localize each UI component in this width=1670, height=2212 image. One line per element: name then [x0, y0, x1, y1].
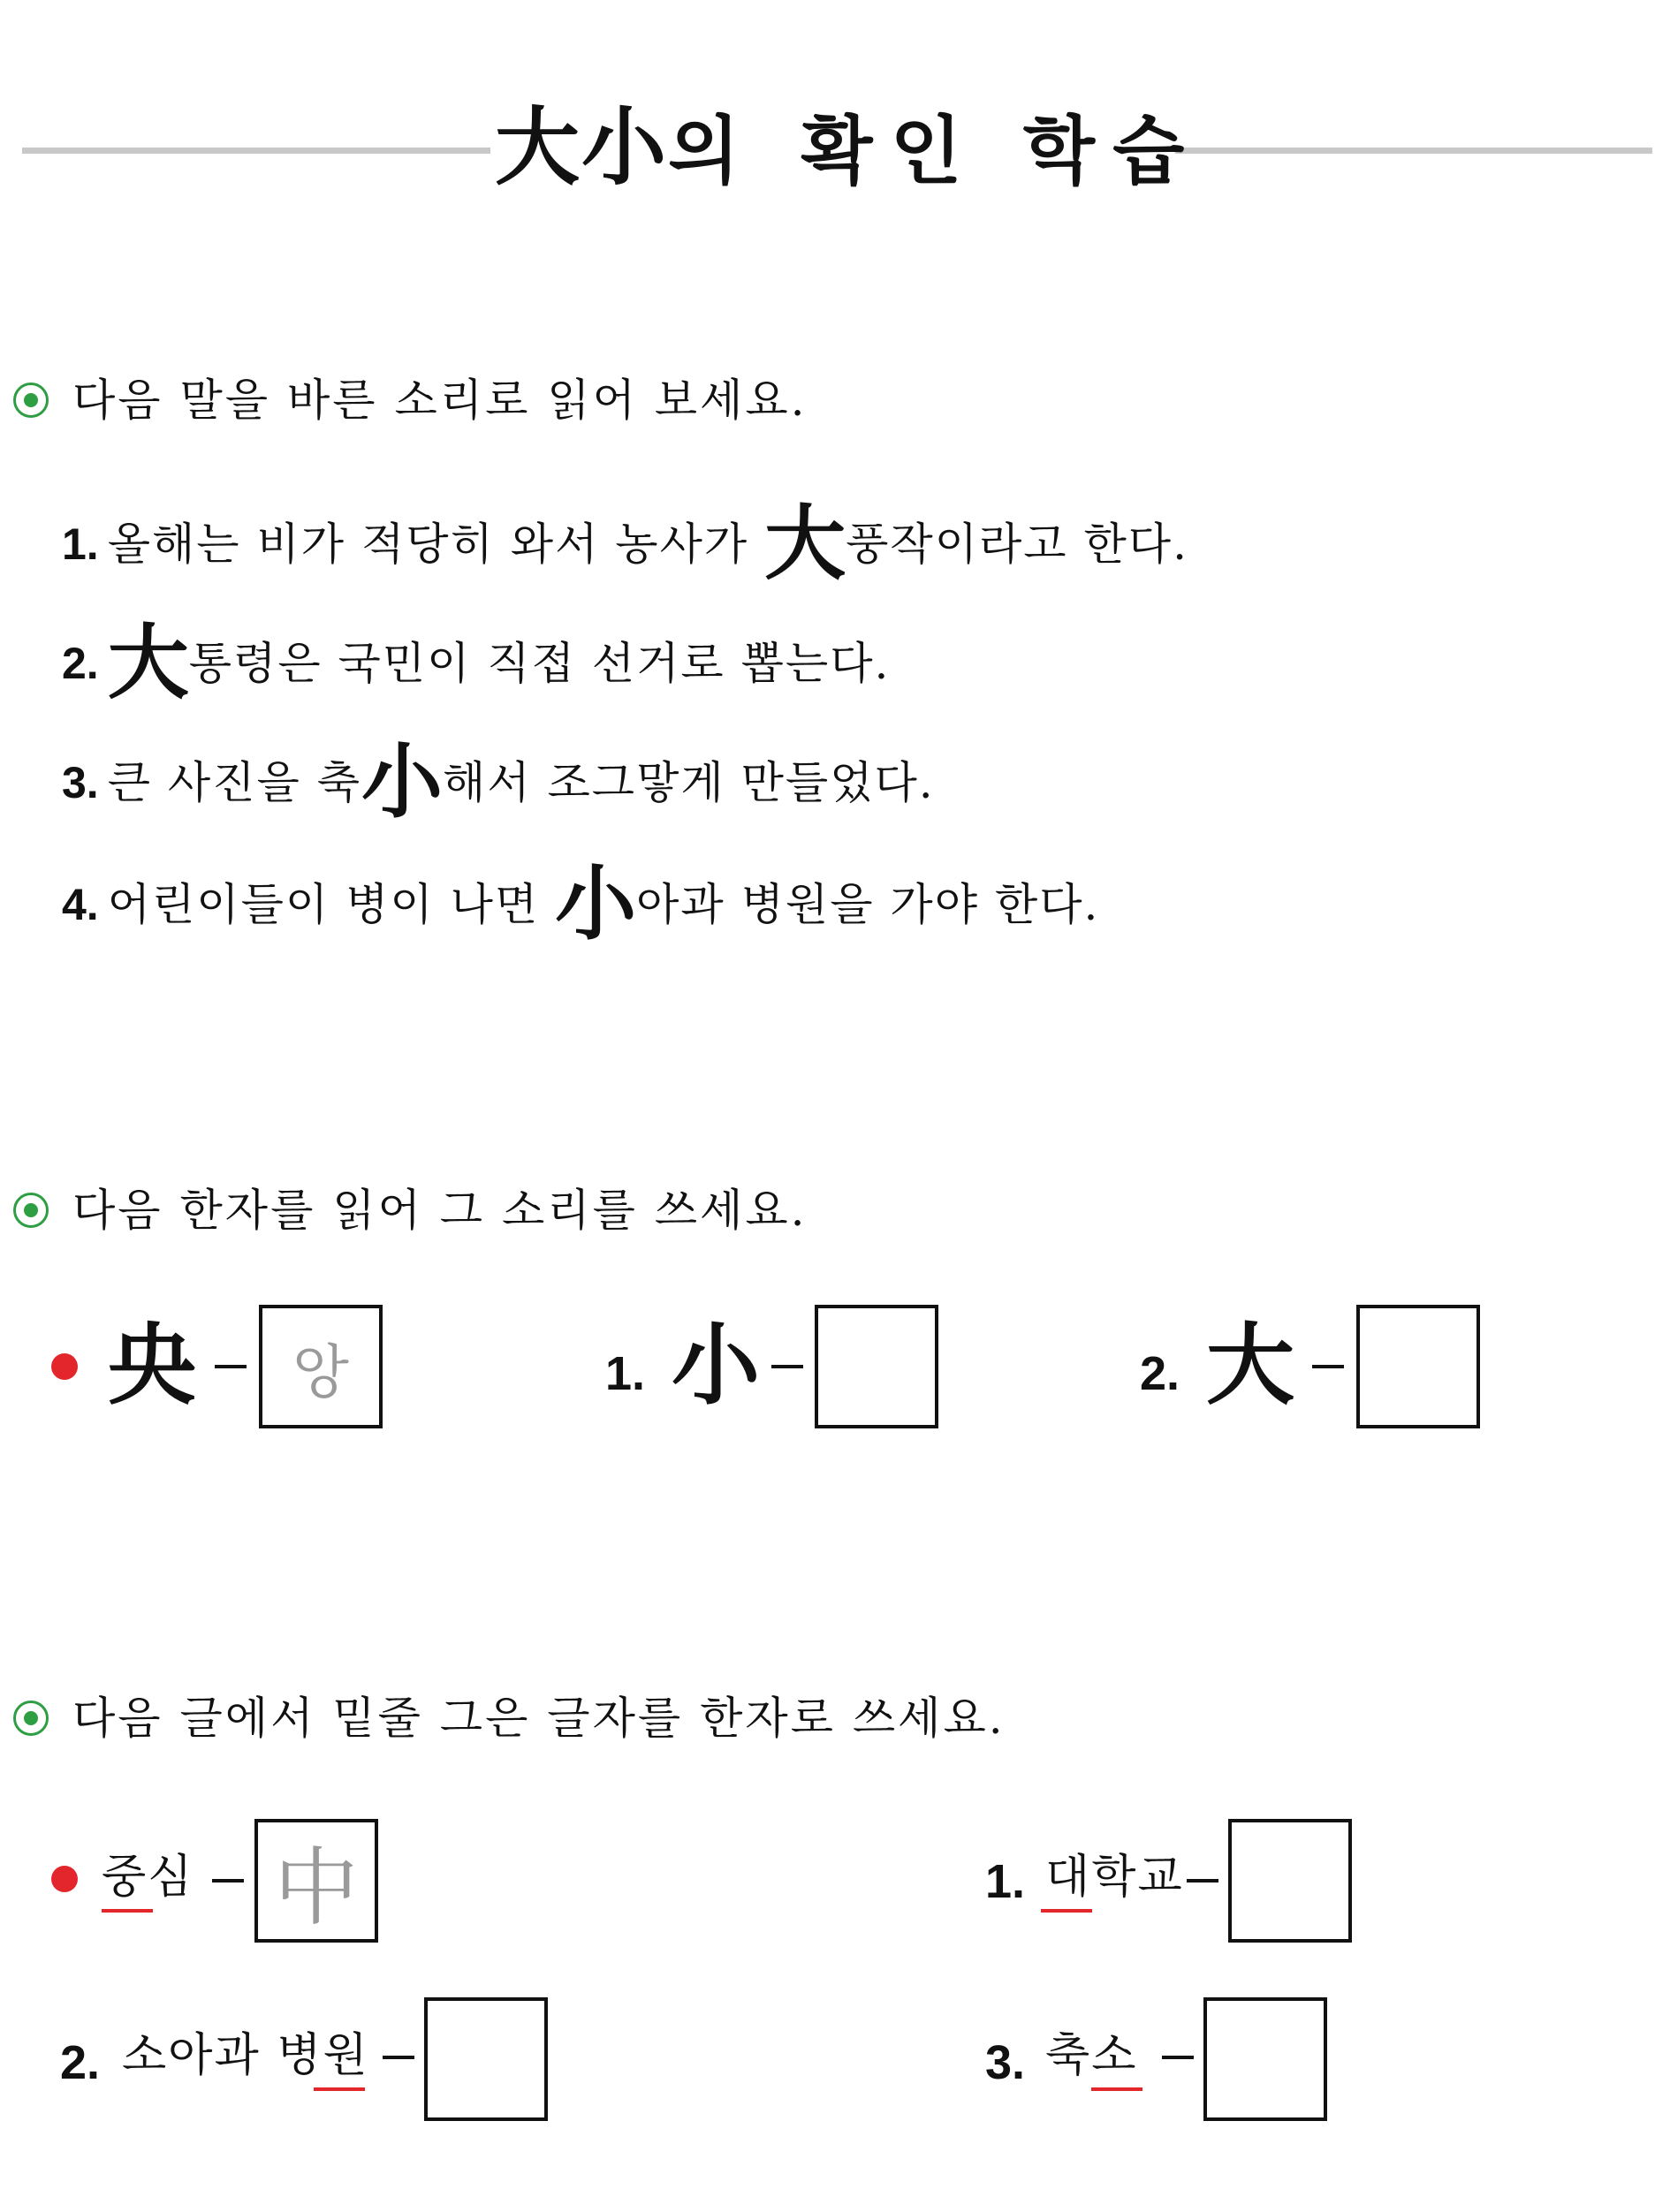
dash [1312, 1365, 1344, 1368]
example-dot-icon [51, 1866, 78, 1892]
dash [1187, 1879, 1218, 1882]
answer-box-4[interactable] [424, 1997, 548, 2121]
section3-instruction: 다음 글에서 밑줄 그은 글자를 한자로 쓰세요. [72, 1693, 1006, 1744]
hanja-char: 小 [555, 856, 637, 951]
section1-item-1: 1. 올해는 비가 적당히 와서 농사가 大풍작이라고 한다. [62, 496, 1188, 591]
hanja-char: 大 [107, 615, 189, 710]
item-number: 1. [985, 1855, 1026, 1908]
item-number: 3. [985, 2036, 1026, 2089]
example-word: 중심 [102, 1851, 194, 1904]
underline-mark [1041, 1909, 1092, 1913]
section2-instruction: 다음 한자를 읽어 그 소리를 쓰세요. [72, 1185, 808, 1236]
hanja-char: 小 [361, 734, 444, 830]
example-answer-box: 앙 [259, 1305, 383, 1428]
section-bullet-icon [13, 1701, 49, 1736]
dash [383, 2056, 414, 2059]
section1-item-4: 4. 어린이들이 병이 나면 小아과 병원을 가야 한다. [62, 856, 1100, 951]
item-hanja: 大 [1206, 1313, 1294, 1417]
section1-instruction: 다음 말을 바른 소리로 읽어 보세요. [72, 375, 808, 426]
page-title [495, 97, 1203, 200]
title-rule-left [22, 148, 490, 154]
hanja-char: 大 [764, 496, 846, 591]
item-number: 2. [60, 2036, 101, 2089]
example-hanja: 央 [108, 1313, 196, 1417]
dash [212, 1879, 244, 1882]
answer-box-3[interactable] [1228, 1819, 1352, 1943]
dash [215, 1365, 247, 1368]
underline-mark [314, 2087, 365, 2091]
underline-mark [102, 1909, 153, 1913]
title-hanja: 大小 [495, 97, 668, 197]
item-hanja: 小 [672, 1313, 760, 1417]
answer-box-2[interactable] [1356, 1305, 1480, 1428]
example-answer-box: 中 [254, 1819, 378, 1943]
title-rule-right [1175, 148, 1652, 154]
item-number: 1. [605, 1347, 646, 1400]
section1-item-3: 3. 큰 사진을 축小해서 조그맣게 만들었다. [62, 734, 935, 830]
item-word: 축소 [1045, 2029, 1138, 2082]
item-word: 소아과 병원 [122, 2029, 369, 2082]
title-text: 의 확인 학습 [668, 108, 1203, 194]
item-number: 2. [1140, 1347, 1180, 1400]
answer-box-5[interactable] [1203, 1997, 1327, 2121]
example-dot-icon [51, 1353, 78, 1380]
underline-mark [1091, 2087, 1142, 2091]
item-word: 대학교 [1045, 1851, 1184, 1904]
answer-box-1[interactable] [815, 1305, 938, 1428]
section1-item-2: 2. 大통령은 국민이 직접 선거로 뽑는다. [62, 615, 891, 710]
dash [1162, 2056, 1194, 2059]
section-bullet-icon [13, 1193, 49, 1228]
section-bullet-icon [13, 383, 49, 418]
dash [771, 1365, 803, 1368]
